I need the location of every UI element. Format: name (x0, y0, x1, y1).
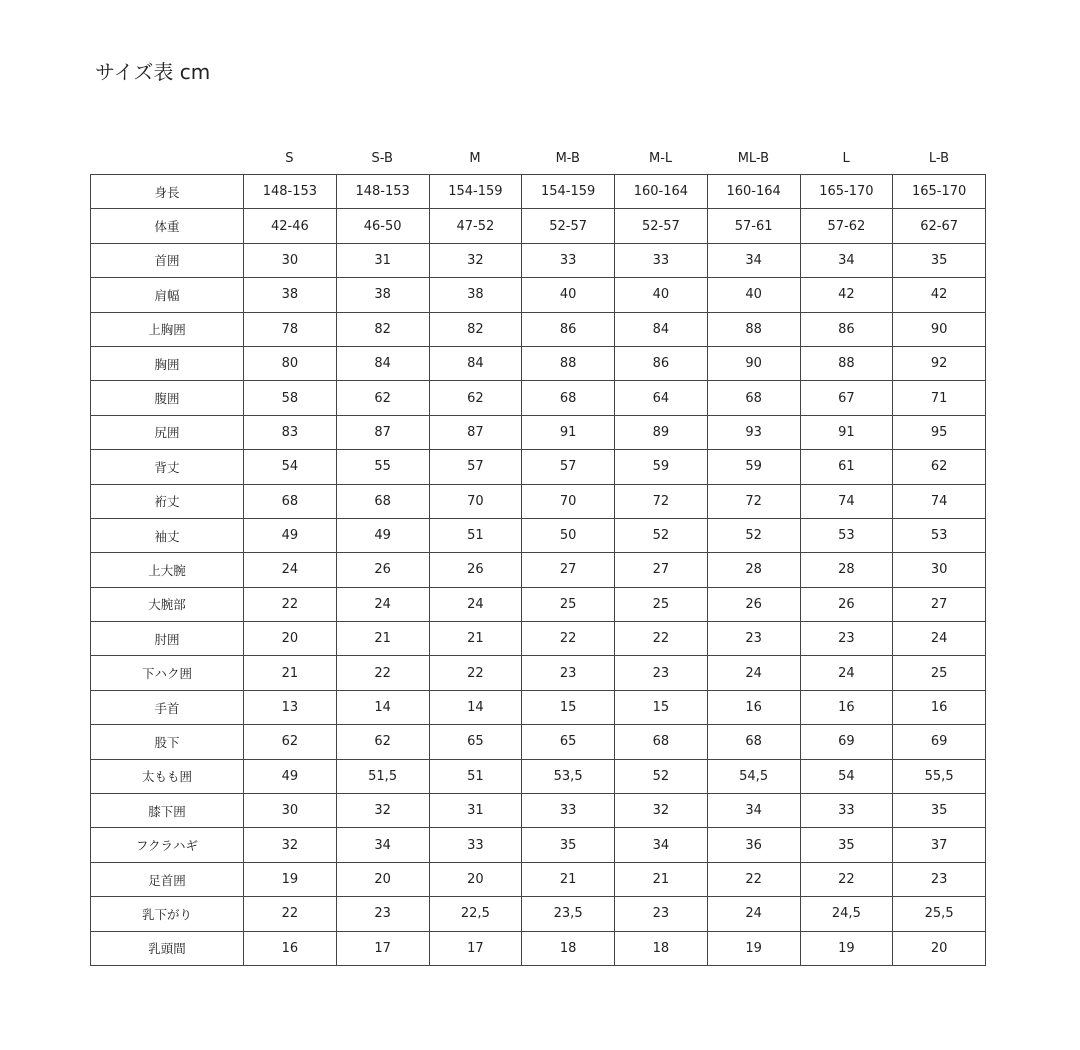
table-cell: 25 (522, 587, 615, 621)
table-row (91, 725, 986, 759)
table-cell: 30 (244, 794, 337, 828)
table-row (91, 656, 986, 690)
table-cell: 47-52 (429, 209, 522, 243)
table-cell: 34 (707, 794, 800, 828)
table-cell: 24 (336, 587, 429, 621)
table-cell: 23,5 (522, 897, 615, 931)
table-cell: 53,5 (522, 759, 615, 793)
table-cell: 154-159 (522, 175, 615, 209)
table-cell: 87 (429, 415, 522, 449)
size-column-header: ML-B (737, 151, 770, 166)
table-cell: 16 (244, 931, 337, 965)
table-cell: 24 (429, 587, 522, 621)
table-cell: 22 (522, 622, 615, 656)
size-column-header: L-B (928, 151, 950, 166)
table-cell: 24,5 (800, 897, 893, 931)
table-cell: 25,5 (893, 897, 986, 931)
row-label: 膝下囲 (91, 794, 244, 828)
table-cell: 83 (244, 415, 337, 449)
table-cell: 90 (707, 346, 800, 380)
row-label: 首囲 (91, 243, 244, 277)
table-cell: 28 (707, 553, 800, 587)
table-cell: 72 (615, 484, 708, 518)
table-cell: 34 (615, 828, 708, 862)
table-cell: 24 (893, 622, 986, 656)
table-cell: 74 (800, 484, 893, 518)
table-cell: 20 (244, 622, 337, 656)
table-cell: 92 (893, 346, 986, 380)
table-cell: 23 (615, 656, 708, 690)
table-cell: 33 (522, 794, 615, 828)
table-cell: 87 (336, 415, 429, 449)
table-cell: 88 (707, 312, 800, 346)
table-cell: 84 (336, 346, 429, 380)
table-cell: 55,5 (893, 759, 986, 793)
table-cell: 33 (429, 828, 522, 862)
table-cell: 22 (615, 622, 708, 656)
table-cell: 54 (244, 450, 337, 484)
table-cell: 51 (429, 759, 522, 793)
table-cell: 61 (800, 450, 893, 484)
table-cell: 33 (800, 794, 893, 828)
table-cell: 23 (522, 656, 615, 690)
table-cell: 62 (893, 450, 986, 484)
table-cell: 31 (336, 243, 429, 277)
table-cell: 19 (707, 931, 800, 965)
table-cell: 93 (707, 415, 800, 449)
table-cell: 68 (707, 381, 800, 415)
table-cell: 23 (336, 897, 429, 931)
row-label: 身長 (91, 175, 244, 209)
table-cell: 49 (244, 759, 337, 793)
table-row (91, 518, 986, 552)
table-cell: 57-61 (707, 209, 800, 243)
table-cell: 18 (522, 931, 615, 965)
table-cell: 23 (800, 622, 893, 656)
row-label: 太もも囲 (91, 759, 244, 793)
table-cell: 22 (429, 656, 522, 690)
table-row (91, 828, 986, 862)
table-cell: 26 (336, 553, 429, 587)
table-cell: 52-57 (522, 209, 615, 243)
table-cell: 86 (800, 312, 893, 346)
table-cell: 62 (336, 725, 429, 759)
table-cell: 65 (429, 725, 522, 759)
table-cell: 28 (800, 553, 893, 587)
table-cell: 95 (893, 415, 986, 449)
row-label: 上胸囲 (91, 312, 244, 346)
table-cell: 32 (429, 243, 522, 277)
table-cell: 80 (244, 346, 337, 380)
table-cell: 22,5 (429, 897, 522, 931)
table-cell: 37 (893, 828, 986, 862)
size-column-header: S-B (371, 151, 393, 166)
table-cell: 165-170 (800, 175, 893, 209)
row-label: 下ハク囲 (91, 656, 244, 690)
table-cell: 42-46 (244, 209, 337, 243)
table-row (91, 484, 986, 518)
table-cell: 42 (893, 278, 986, 312)
table-cell: 59 (707, 450, 800, 484)
table-cell: 70 (522, 484, 615, 518)
table-cell: 30 (893, 553, 986, 587)
size-column-header: M-B (555, 151, 580, 166)
table-cell: 23 (707, 622, 800, 656)
table-cell: 52 (707, 518, 800, 552)
table-row (91, 278, 986, 312)
row-label: 尻囲 (91, 415, 244, 449)
table-cell: 16 (800, 690, 893, 724)
table-row (91, 175, 986, 209)
table-cell: 32 (336, 794, 429, 828)
table-cell: 20 (336, 862, 429, 896)
table-cell: 26 (800, 587, 893, 621)
table-cell: 27 (893, 587, 986, 621)
table-cell: 32 (244, 828, 337, 862)
table-cell: 15 (522, 690, 615, 724)
table-cell: 21 (522, 862, 615, 896)
table-cell: 24 (707, 897, 800, 931)
table-cell: 86 (522, 312, 615, 346)
table-cell: 55 (336, 450, 429, 484)
table-row (91, 931, 986, 965)
table-cell: 21 (615, 862, 708, 896)
table-cell: 86 (615, 346, 708, 380)
table-cell: 84 (615, 312, 708, 346)
table-cell: 68 (615, 725, 708, 759)
table-cell: 15 (615, 690, 708, 724)
row-label: 腹囲 (91, 381, 244, 415)
table-cell: 68 (522, 381, 615, 415)
table-cell: 26 (429, 553, 522, 587)
size-column-header: M (469, 151, 481, 166)
table-cell: 16 (893, 690, 986, 724)
table-cell: 40 (522, 278, 615, 312)
table-cell: 24 (707, 656, 800, 690)
table-cell: 30 (244, 243, 337, 277)
size-column-header: L (842, 151, 850, 166)
size-column-header: M-L (649, 151, 673, 166)
table-cell: 32 (615, 794, 708, 828)
row-label: 大腕部 (91, 587, 244, 621)
page-title: サイズ表 cm (95, 60, 211, 84)
table-cell: 78 (244, 312, 337, 346)
table-cell: 27 (615, 553, 708, 587)
table-cell: 72 (707, 484, 800, 518)
table-row (91, 381, 986, 415)
table-cell: 64 (615, 381, 708, 415)
row-label: 肩幅 (91, 278, 244, 312)
table-cell: 91 (522, 415, 615, 449)
table-row (91, 690, 986, 724)
table-row (91, 243, 986, 277)
table-cell: 50 (522, 518, 615, 552)
table-cell: 25 (893, 656, 986, 690)
table-row (91, 862, 986, 896)
table-cell: 20 (429, 862, 522, 896)
row-label: 肘囲 (91, 622, 244, 656)
table-cell: 59 (615, 450, 708, 484)
table-cell: 49 (336, 518, 429, 552)
table-cell: 62 (336, 381, 429, 415)
table-cell: 68 (336, 484, 429, 518)
table-row (91, 450, 986, 484)
row-label: 乳下がり (91, 897, 244, 931)
table-row (91, 622, 986, 656)
table-cell: 148-153 (336, 175, 429, 209)
table-cell: 62 (429, 381, 522, 415)
table-cell: 49 (244, 518, 337, 552)
table-cell: 42 (800, 278, 893, 312)
table-cell: 35 (893, 794, 986, 828)
table-cell: 35 (522, 828, 615, 862)
row-label: 乳頭間 (91, 931, 244, 965)
table-cell: 34 (707, 243, 800, 277)
table-cell: 21 (336, 622, 429, 656)
table-cell: 38 (429, 278, 522, 312)
table-cell: 22 (336, 656, 429, 690)
table-cell: 22 (800, 862, 893, 896)
table-cell: 88 (522, 346, 615, 380)
size-table (90, 174, 986, 966)
table-cell: 160-164 (615, 175, 708, 209)
table-cell: 40 (615, 278, 708, 312)
table-cell: 26 (707, 587, 800, 621)
table-cell: 13 (244, 690, 337, 724)
table-cell: 35 (893, 243, 986, 277)
table-cell: 54 (800, 759, 893, 793)
table-cell: 17 (429, 931, 522, 965)
row-label: 股下 (91, 725, 244, 759)
table-cell: 154-159 (429, 175, 522, 209)
table-cell: 69 (800, 725, 893, 759)
size-header-row (243, 144, 985, 174)
table-cell: 53 (800, 518, 893, 552)
table-cell: 46-50 (336, 209, 429, 243)
table-cell: 52-57 (615, 209, 708, 243)
table-cell: 62-67 (893, 209, 986, 243)
table-cell: 74 (893, 484, 986, 518)
row-label: 裄丈 (91, 484, 244, 518)
table-cell: 68 (707, 725, 800, 759)
table-row (91, 553, 986, 587)
table-cell: 14 (429, 690, 522, 724)
table-cell: 52 (615, 759, 708, 793)
table-cell: 35 (800, 828, 893, 862)
table-cell: 16 (707, 690, 800, 724)
table-cell: 62 (244, 725, 337, 759)
table-cell: 84 (429, 346, 522, 380)
row-label: フクラハギ (91, 828, 244, 862)
table-cell: 38 (336, 278, 429, 312)
table-cell: 22 (707, 862, 800, 896)
row-label: 手首 (91, 690, 244, 724)
table-cell: 20 (893, 931, 986, 965)
table-cell: 34 (336, 828, 429, 862)
row-label: 足首囲 (91, 862, 244, 896)
table-cell: 31 (429, 794, 522, 828)
table-cell: 52 (615, 518, 708, 552)
table-cell: 53 (893, 518, 986, 552)
table-cell: 33 (522, 243, 615, 277)
size-column-header: S (285, 151, 294, 166)
table-cell: 19 (244, 862, 337, 896)
table-cell: 40 (707, 278, 800, 312)
row-label: 袖丈 (91, 518, 244, 552)
table-cell: 22 (244, 897, 337, 931)
table-cell: 69 (893, 725, 986, 759)
table-cell: 34 (800, 243, 893, 277)
table-cell: 82 (429, 312, 522, 346)
table-cell: 24 (800, 656, 893, 690)
table-cell: 58 (244, 381, 337, 415)
table-cell: 71 (893, 381, 986, 415)
table-cell: 91 (800, 415, 893, 449)
table-cell: 23 (893, 862, 986, 896)
row-label: 上大腕 (91, 553, 244, 587)
row-label: 胸囲 (91, 346, 244, 380)
table-row (91, 587, 986, 621)
table-row (91, 209, 986, 243)
table-cell: 27 (522, 553, 615, 587)
table-cell: 24 (244, 553, 337, 587)
table-row (91, 794, 986, 828)
table-cell: 14 (336, 690, 429, 724)
table-row (91, 897, 986, 931)
table-cell: 51,5 (336, 759, 429, 793)
table-cell: 57 (429, 450, 522, 484)
table-cell: 68 (244, 484, 337, 518)
table-cell: 21 (244, 656, 337, 690)
table-cell: 38 (244, 278, 337, 312)
table-cell: 19 (800, 931, 893, 965)
table-cell: 57-62 (800, 209, 893, 243)
table-cell: 17 (336, 931, 429, 965)
table-cell: 51 (429, 518, 522, 552)
table-cell: 89 (615, 415, 708, 449)
table-cell: 88 (800, 346, 893, 380)
table-cell: 54,5 (707, 759, 800, 793)
table-cell: 23 (615, 897, 708, 931)
table-cell: 57 (522, 450, 615, 484)
table-row (91, 312, 986, 346)
table-cell: 22 (244, 587, 337, 621)
table-cell: 67 (800, 381, 893, 415)
table-cell: 165-170 (893, 175, 986, 209)
table-row (91, 346, 986, 380)
table-cell: 18 (615, 931, 708, 965)
table-row (91, 415, 986, 449)
table-row (91, 759, 986, 793)
row-label: 体重 (91, 209, 244, 243)
table-cell: 160-164 (707, 175, 800, 209)
table-cell: 82 (336, 312, 429, 346)
row-label: 背丈 (91, 450, 244, 484)
table-cell: 70 (429, 484, 522, 518)
table-cell: 148-153 (244, 175, 337, 209)
table-cell: 21 (429, 622, 522, 656)
table-cell: 25 (615, 587, 708, 621)
size-table-body (91, 175, 986, 966)
table-cell: 65 (522, 725, 615, 759)
table-cell: 33 (615, 243, 708, 277)
table-cell: 36 (707, 828, 800, 862)
table-cell: 90 (893, 312, 986, 346)
